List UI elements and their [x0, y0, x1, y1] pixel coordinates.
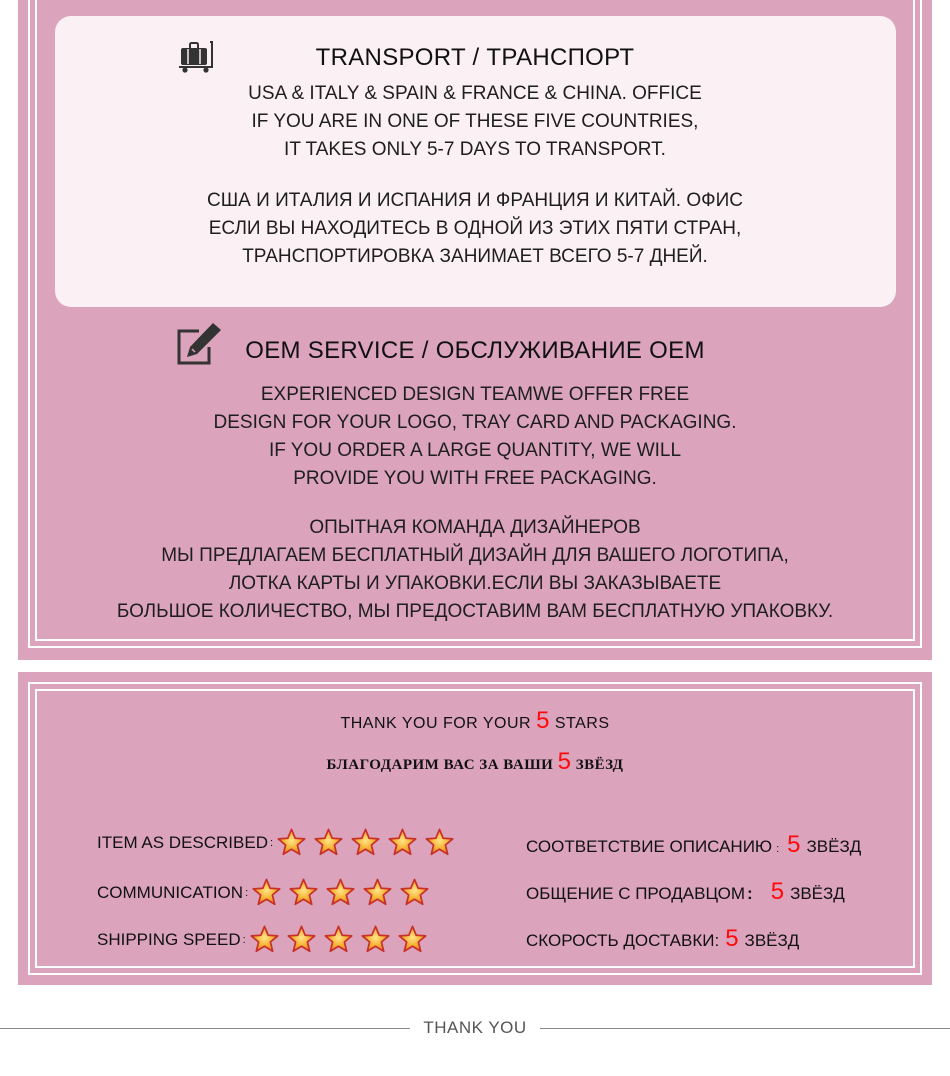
rating-sep: : — [242, 933, 246, 946]
star-icon — [326, 878, 355, 907]
transport-en-line-3: IT TAKES ONLY 5-7 DAYS TO TRANSPORT. — [284, 139, 666, 160]
rating-item-as-described — [97, 828, 462, 857]
oem-en-line-2: DESIGN FOR YOUR LOGO, TRAY CARD AND PACKAGING. — [213, 412, 737, 433]
rating-ru-label: ОБЩЕНИЕ С ПРОДАВЦОМ — [526, 884, 746, 903]
star-icon — [277, 828, 306, 857]
star-icon — [363, 878, 392, 907]
oem-en-line-3: IF YOU ORDER A LARGE QUANTITY, WE WILL — [268, 440, 682, 461]
star-icon — [425, 828, 454, 857]
oem-ru-line-4: БОЛЬШОЕ КОЛИЧЕСТВО, МЫ ПРЕДОСТАВИМ ВАМ БЕСПЛАТНУЮ УПАКОВКУ. — [116, 601, 834, 622]
rating-ru-label: СООТВЕТСТВИЕ ОПИСАНИЮ — [526, 837, 773, 856]
star-icon — [388, 828, 417, 857]
rating-label: SHIPPING SPEED — [97, 929, 241, 949]
oem-en-line-4: PROVIDE YOU WITH FREE PACKAGING. — [293, 468, 657, 489]
rating-ru-number: 5 — [770, 878, 785, 905]
rating-ru-sep: : — [747, 884, 753, 903]
rating-ru-sep: : — [714, 931, 720, 950]
star-icon — [351, 828, 380, 857]
transport-title: TRANSPORT / ТРАНСПОРТ — [315, 44, 635, 71]
transport-ru-line-3: ТРАНСПОРТИРОВКА ЗАНИМАЕТ ВСЕГО 5-7 ДНЕЙ. — [242, 246, 708, 267]
star-rating — [277, 828, 462, 857]
footer-thank-you: THANK YOU — [423, 1018, 527, 1037]
star-icon — [314, 828, 343, 857]
rating-ru-communication — [526, 878, 845, 906]
oem-ru-line-3: ЛОТКА КАРТЫ И УПАКОВКИ.ЕСЛИ ВЫ ЗАКАЗЫВАЕТЕ — [228, 573, 722, 594]
oem-en-line-1: EXPERIENCED DESIGN TEAMWE OFFER FREE — [260, 384, 690, 405]
star-icon — [289, 878, 318, 907]
thank-you-ru — [0, 748, 950, 776]
rating-ru-number: 5 — [787, 831, 801, 858]
transport-ru-line-2: ЕСЛИ ВЫ НАХОДИТЕСЬ В ОДНОЙ ИЗ ЭТИХ ПЯТИ СТРАН, — [208, 218, 742, 239]
thank-ru-number: 5 — [557, 748, 572, 775]
rating-shipping-speed — [97, 925, 435, 954]
star-icon — [287, 925, 316, 954]
rating-ru-unit: ЗВЁЗД — [806, 837, 862, 856]
transport-ru-line-1: США И ИТАЛИЯ И ИСПАНИЯ И ФРАНЦИЯ И КИТАЙ. ОФИС — [207, 190, 743, 211]
rating-sep: : — [245, 886, 249, 899]
rating-sep: : — [269, 836, 274, 849]
transport-en-line-2: IF YOU ARE IN ONE OF THESE FIVE COUNTRIES, — [251, 111, 699, 132]
star-rating — [250, 925, 435, 954]
star-icon — [400, 878, 429, 907]
thank-you-en — [0, 707, 950, 735]
star-icon — [250, 925, 279, 954]
rating-ru-unit: ЗВЁЗД — [744, 931, 800, 950]
transport-en-line-1: USA & ITALY & SPAIN & FRANCE & CHINA. OFFICE — [248, 83, 702, 104]
rating-ru-sep: : — [776, 843, 780, 855]
thank-ru-after: ЗВЁЗД — [575, 757, 624, 773]
rating-ru-item-as-described — [526, 831, 861, 859]
rating-ru-shipping-speed — [526, 925, 799, 953]
star-icon — [398, 925, 427, 954]
oem-ru-line-1: ОПЫТНАЯ КОМАНДА ДИЗАЙНЕРОВ — [309, 517, 641, 538]
oem-title: OEM SERVICE / ОБСЛУЖИВАНИЕ OEM — [245, 337, 705, 364]
rating-communication — [97, 878, 437, 907]
thank-en-before: THANK YOU FOR YOUR — [340, 715, 532, 732]
star-icon — [361, 925, 390, 954]
star-rating — [252, 878, 437, 907]
rating-ru-unit: ЗВЁЗД — [790, 884, 845, 903]
rating-ru-number: 5 — [725, 925, 739, 952]
rating-label: COMMUNICATION — [97, 882, 244, 902]
star-icon — [252, 878, 281, 907]
thank-ru-before: БЛАГОДАРИМ ВАС ЗА ВАШИ — [326, 757, 554, 773]
thank-en-number: 5 — [536, 707, 550, 734]
rating-ru-label: СКОРОСТЬ ДОСТАВКИ — [526, 931, 715, 950]
oem-ru-line-2: МЫ ПРЕДЛАГАЕМ БЕСПЛАТНЫЙ ДИЗАЙН ДЛЯ ВАШЕГО ЛОГОТИПА, — [161, 545, 789, 566]
rating-label: ITEM AS DESCRIBED — [97, 832, 268, 852]
thank-en-after: STARS — [554, 715, 610, 732]
star-icon — [324, 925, 353, 954]
